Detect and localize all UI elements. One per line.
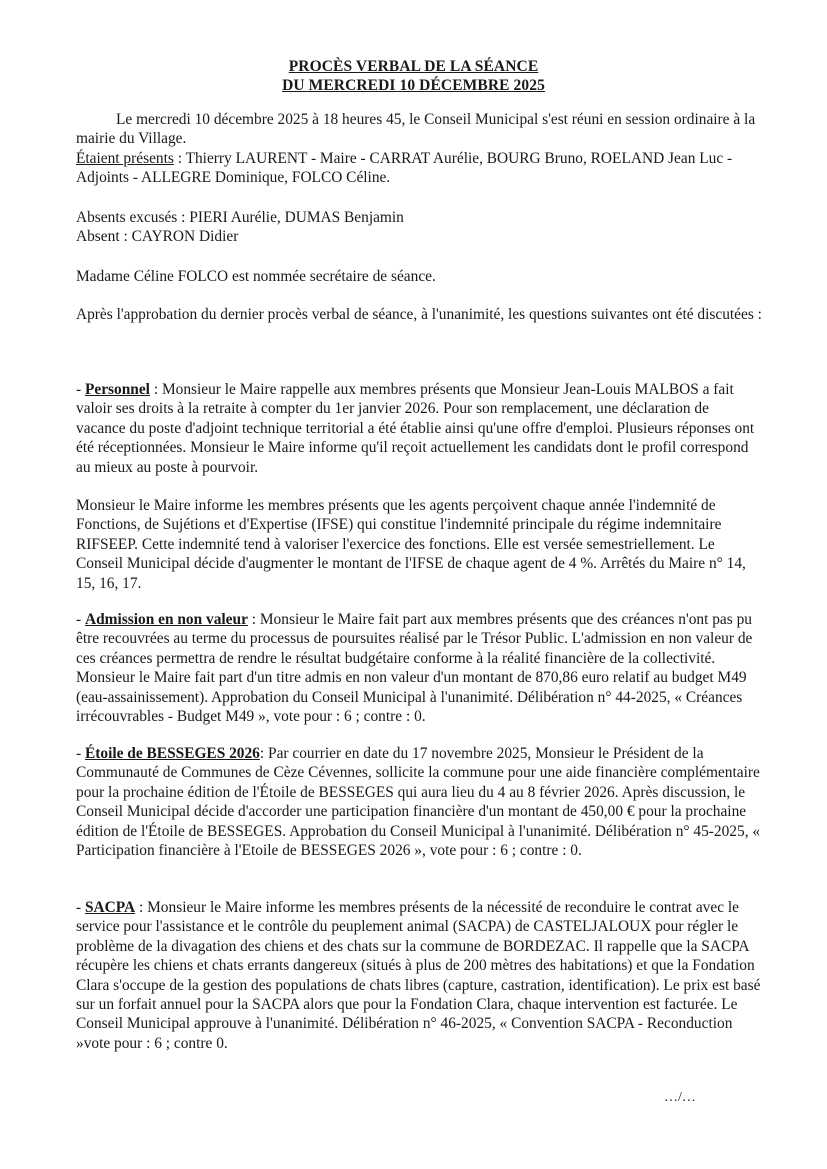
absents-excused: Absents excusés : PIERI Aurélie, DUMAS Benjamin — [76, 209, 404, 226]
present-text: : Thierry LAURENT - Maire - CARRAT Aurélie, BOURG Bruno, ROELAND Jean Luc - Adjoints - ALLEGRE Dominique, FOLCO Céline. — [76, 149, 733, 187]
opening-text: Le mercredi 10 décembre 2025 à 18 heures 45, le Conseil Municipal s'est réuni en session ordinaire à la mairie du Village. — [76, 111, 756, 148]
secretary-paragraph: Madame Céline FOLCO est nommée secrétaire de séance. — [76, 268, 436, 285]
document-title — [0, 57, 827, 95]
sacpa-heading: SACPA — [84, 899, 136, 916]
continued-marker: …/… — [664, 1090, 696, 1105]
opening-paragraph — [76, 110, 762, 188]
title-line-2: DU MERCREDI 10 DÉCEMBRE 2025 — [282, 77, 545, 94]
admission-prefix: - — [76, 611, 85, 628]
title-line-1: PROCÈS VERBAL DE LA SÉANCE — [288, 58, 539, 75]
personnel-section — [76, 380, 762, 477]
etoile-prefix: - — [76, 745, 85, 762]
approval-paragraph: Après l'approbation du dernier procès verbal de séance, à l'unanimité, les questions suivantes ont été discutées : — [76, 306, 762, 323]
admission-section — [76, 610, 762, 726]
sacpa-prefix: - — [76, 899, 85, 916]
ifse-paragraph: Monsieur le Maire informe les membres présents que les agents perçoivent chaque année l'indemnité de Fonctions, de Sujétions et d'Expertise (IFSE) qui constitue l'indemnité principale du régime indemnitaire RIFSEEP. Cette indemnité tend à valoriser l'exercice des fonctions. Elle est versée semestriellement. Le Conseil Municipal décide d'augmenter le montant de l'IFSE de chaque agent de 4 %. Arrêtés du Maire n° 14, 15, 16, 17. — [76, 497, 746, 592]
personnel-text: : Monsieur le Maire rappelle aux membres présents que Monsieur Jean-Louis MALBOS a fait valoir ses droits à la retraite à compter du 1er janvier 2026. Pour son remplacement, une déclaration de vacance du poste d'adjoint technique territorial a été établie ainsi qu'une offre d'emploi. Plusieurs réponses ont été réceptionnées. Monsieur le Maire informe qu'il reçoit actuellement les candidats dont le profil correspond au mieux au poste à pourvoir. — [76, 381, 755, 476]
personnel-heading: Personnel — [84, 381, 150, 398]
sacpa-text: : Monsieur le Maire informe les membres présents de la nécessité de reconduire le contrat avec le service pour l'assistance et le contrôle du peuplement animal (SACPA) de CASTELJALOUX pour régler le problème de la divagation des chiens et des chats sur la commune de BORDEZAC. Il rappelle que la SACPA récupère les chiens et chats errants dangereux (situés à plus de 200 mètres des habitations) et que la Fondation Clara s'occupe de la gestion des populations de chats libres (capture, castration, identification). Le prix est basé sur un forfait annuel pour la SACPA alors que pour la Fondation Clara, chaque intervention est facturée. Le Conseil Municipal approuve à l'unanimité. Délibération n° 46-2025, « Convention SACPA - Reconduction »vote pour : 6 ; contre 0. — [76, 899, 761, 1052]
etoile-section — [76, 744, 762, 860]
etoile-text: : Par courrier en date du 17 novembre 2025, Monsieur le Président de la Communauté de Communes de Cèze Cévennes, sollicite la commune pour une aide financière complémentaire pour la prochaine édition de l'Étoile de BESSEGES qui aura lieu du 4 au 8 février 2026. Après discussion, le Conseil Municipal décide d'accorder une participation financière d'un montant de 450,00 € pour la prochaine édition de l'Étoile de BESSEGES. Approbation du Conseil Municipal à l'unanimité. Délibération n° 45-2025, « Participation financière à l'Etoile de BESSEGES 2026 », vote pour : 6 ; contre : 0. — [76, 745, 761, 860]
personnel-prefix: - — [76, 381, 85, 398]
etoile-heading: Étoile de BESSEGES 2026 — [84, 745, 260, 762]
admission-heading: Admission en non valeur — [84, 611, 248, 628]
absents-paragraph — [76, 208, 762, 247]
admission-text: : Monsieur le Maire fait part aux membres présents que des créances n'ont pas pu être recouvrées au terme du processus de poursuites réalisé par le Trésor Public. L'admission en non valeur de ces créances permettra de rendre le résultat budgétaire conforme à la réalité financière de la collectivité. Monsieur le Maire fait part d'un titre admis en non valeur d'un montant de 870,86 euro relatif au budget M49 (eau-assainissement). Approbation du Conseil Municipal à l'unanimité. Délibération n° 44-2025, « Créances irrécouvrables - Budget M49 », vote pour : 6 ; contre : 0. — [76, 611, 753, 726]
sacpa-section — [76, 898, 762, 1053]
absent-line: Absent : CAYRON Didier — [76, 228, 239, 246]
present-label: Étaient présents — [76, 149, 174, 167]
